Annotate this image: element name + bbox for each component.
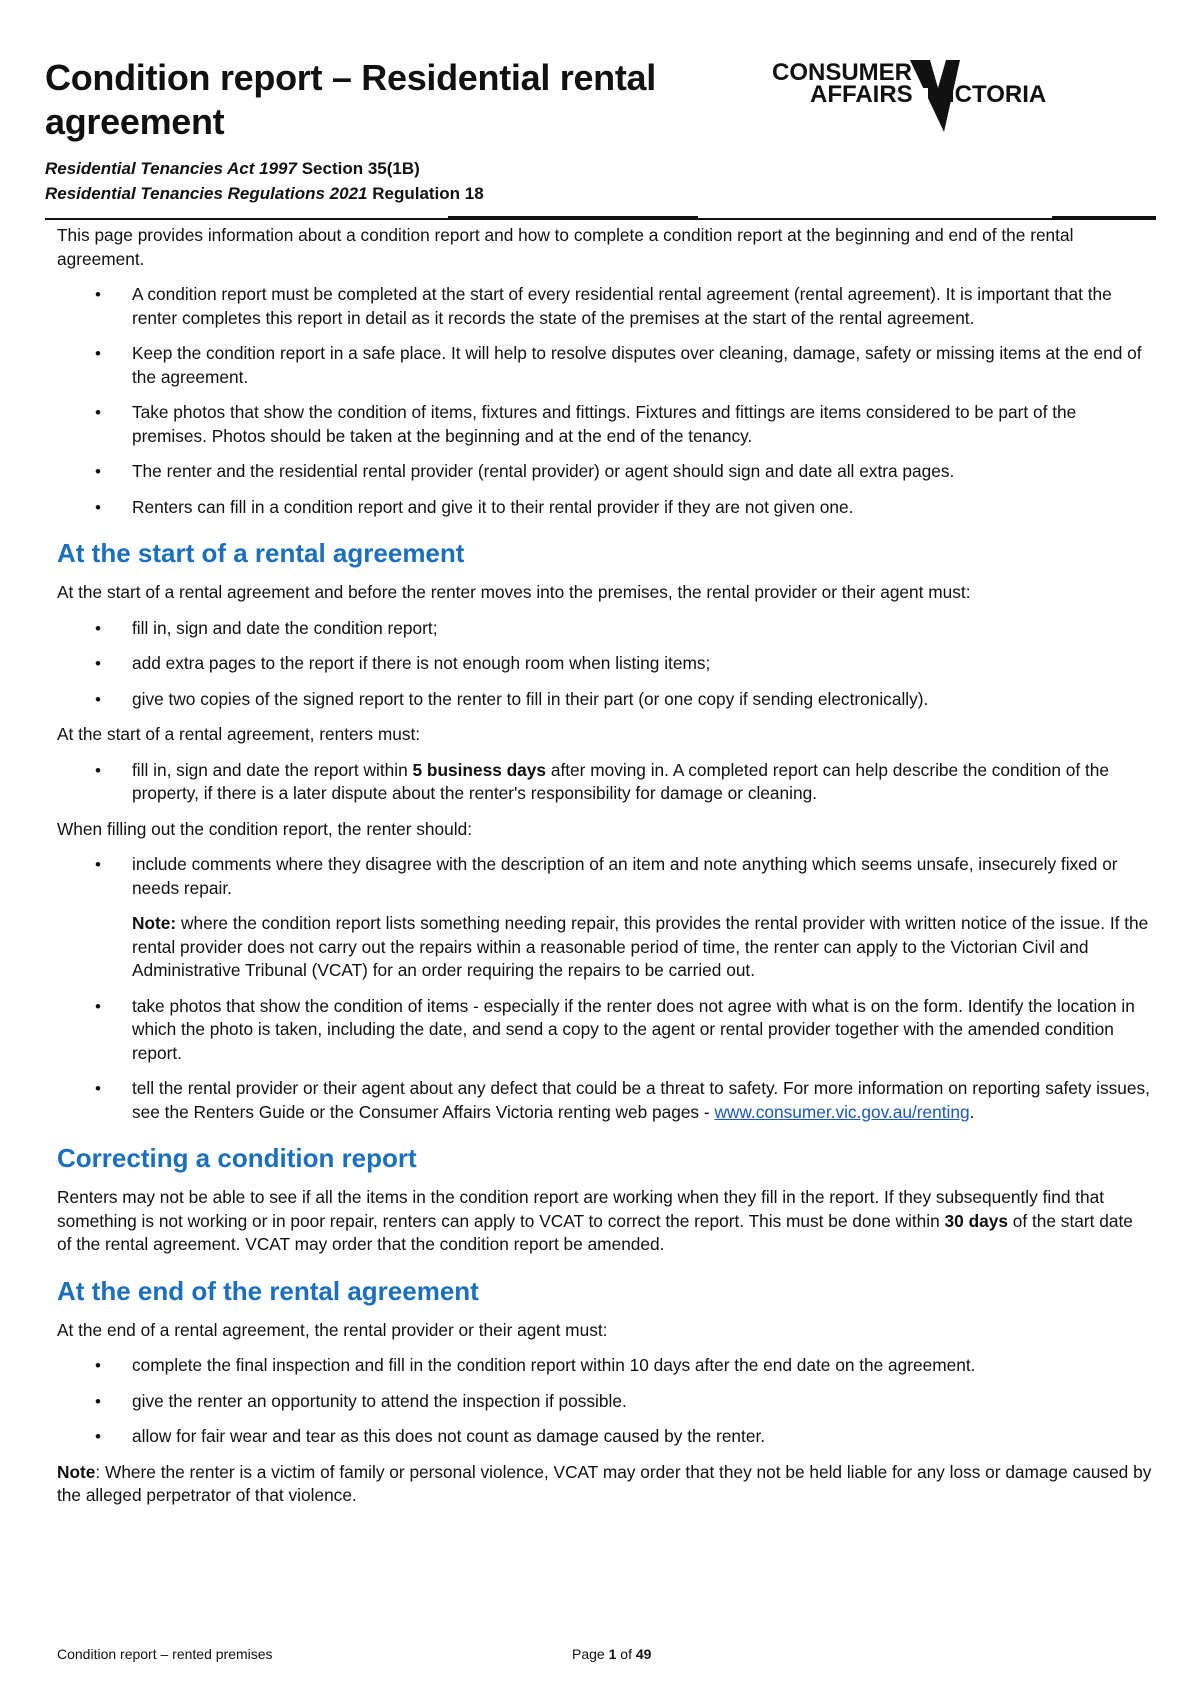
section-heading-correcting: Correcting a condition report [57,1143,417,1173]
bullet-icon: • [95,689,101,709]
list-item-text: include comments where they disagree with the description of an item and note anything which seems unsafe, insecurely fixed or needs repair. [132,854,1118,898]
regulations-name: Residential Tenancies Regulations 2021 [45,184,368,203]
bullet-icon: • [95,760,101,780]
section-heading-start: At the start of a rental agreement [57,538,465,568]
bullet-icon: • [95,497,101,517]
deadline-emphasis: 5 business days [412,759,547,780]
list-item [57,1077,1152,1124]
end-bullet-list [57,1354,1152,1449]
renting-web-link[interactable]: www.consumer.vic.gov.au/renting [714,1101,970,1122]
bullet-icon: • [95,618,101,638]
note-label: Note: [132,913,177,933]
list-item [57,460,1152,484]
header-divider-accent [448,216,698,220]
section-heading-end: At the end of the rental agreement [57,1275,479,1306]
bullet-icon: • [95,285,101,304]
intro-paragraph: This page provides information about a condition report and how to complete a condition report at the beginning and end of the rental agreement. [57,225,1074,269]
list-item [57,652,1152,676]
renter-bullet-list [57,759,1152,806]
deadline-emphasis: 30 days [944,1210,1008,1231]
note-label: Note [57,1461,96,1482]
logo-text-victoria: VICTORIA [932,81,1047,108]
list-item [57,1425,1152,1449]
list-item [57,496,1152,520]
intro-bullet-list [57,283,1152,519]
legislation-references [45,156,484,206]
list-item-text: tell the rental provider or their agent about any defect that could be a threat to safety. For more information on reporting safety issues, see the Renters Guide or the Consumer Affairs Victoria renting web pages - [132,1078,1150,1122]
bullet-icon: • [95,1427,101,1446]
correcting-paragraph [57,1186,1152,1257]
renter-intro: At the start of a rental agreement, renters must: [57,724,421,744]
act-name: Residential Tenancies Act 1997 [45,159,297,178]
bullet-icon: • [95,344,101,363]
bullet-icon: • [95,1356,101,1375]
bullet-icon: • [95,1391,101,1411]
bullet-icon: • [95,855,101,874]
list-item [57,853,1152,983]
list-item-text: take photos that show the condition of items - especially if the renter does not agree with what is on the form. Identify the location in which the photo is taken, including the date, and send a copy to the agent or rental provider together with the amended condition report. [132,995,1135,1063]
regulations-section: Regulation 18 [367,184,484,203]
list-item [57,1354,1152,1378]
list-item-text: give the renter an opportunity to attend the inspection if possible. [132,1390,627,1411]
page-label: Page [572,1646,609,1662]
list-item-text: Take photos that show the condition of items, fixtures and fittings. Fixtures and fittings are items considered to be part of the premises. Photos should be taken at the beginning and at the end of the tenancy. [132,402,1077,446]
main-content [57,224,1152,1520]
bullet-icon: • [95,996,101,1016]
list-item [57,759,1152,806]
should-bullet-list [57,853,1152,1124]
list-item [57,617,1152,641]
note-text: where the condition report lists something needing repair, this provides the rental provider with written notice of the issue. If the rental provider does not carry out the repairs within a reasonable period of time, the renter can apply to the Victorian Civil and Administrative Tribunal (VCAT) for an order requiring the repairs to be carried out. [132,913,1149,980]
current-page: 1 [608,1646,617,1662]
page-title: Condition report – Residential rental agreement [45,57,656,142]
paragraph-text: of the start date of the rental agreement. VCAT may order that the condition report be amended. [57,1210,1133,1254]
paragraph-text: Renters may not be able to see if all the items in the condition report are working when they fill in the report. If they subsequently find that something is not working or in poor repair, renters can apply to VCAT to correct the report. This must be done within [57,1187,1105,1231]
list-item [57,1390,1152,1414]
bullet-icon: • [95,462,101,481]
list-item-text: allow for fair wear and tear as this does not count as damage caused by the renter. [132,1426,766,1446]
list-item-text: A condition report must be completed at the start of every residential rental agreement (rental agreement). It is important that the renter completes this report in detail as it records the state of the premises at the start of the rental agreement. [132,284,1112,328]
total-pages: 49 [635,1646,652,1662]
logo-text-affairs: AFFAIRS [810,81,913,108]
act-section: Section 35(1B) [296,159,420,178]
list-item-text: after moving in. A completed report can help describe the condition of the property, if there is a later dispute about the renter's responsibility for damage or cleaning. [132,759,1109,803]
should-intro: When filling out the condition report, the renter should: [57,818,472,839]
list-item-text: add extra pages to the report if there is not enough room when listing items; [132,653,711,673]
violence-note [57,1461,1152,1508]
note-text: : Where the renter is a victim of family or personal violence, VCAT may order that they not be held liable for any loss or damage caused by the alleged perpetrator of that violence. [57,1461,1152,1505]
list-item [57,688,1152,712]
bullet-icon: • [95,403,101,422]
consumer-affairs-victoria-logo [770,58,1070,144]
repair-note [132,912,1152,983]
footer-page-number [572,1646,651,1662]
link-suffix: . [969,1101,975,1122]
list-item-text: fill in, sign and date the report within [132,759,413,780]
header-divider-accent [1052,216,1156,220]
provider-bullet-list [57,617,1152,712]
list-item-text: The renter and the residential rental provider (rental provider) or agent should sign and date all extra pages. [132,461,955,481]
list-item [57,283,1152,330]
list-item-text: fill in, sign and date the condition report; [132,617,438,638]
footer-document-name: Condition report – rented premises [57,1646,273,1662]
logo-text-consumer: CONSUMER [772,59,913,86]
list-item-text: give two copies of the signed report to the renter to fill in their part (or one copy if sending electronically). [132,688,929,709]
list-item-text: Keep the condition report in a safe place. It will help to resolve disputes over cleaning, damage, safety or missing items at the end of the agreement. [132,343,1142,387]
provider-intro: At the start of a rental agreement and before the renter moves into the premises, the rental provider or their agent must: [57,582,971,602]
bullet-icon: • [95,1079,101,1098]
page-of: of [616,1646,636,1662]
list-item [57,401,1152,448]
act-reference [45,156,484,181]
end-intro: At the end of a rental agreement, the rental provider or their agent must: [57,1319,608,1340]
list-item [57,342,1152,389]
list-item-text: complete the final inspection and fill in the condition report within 10 days after the end date on the agreement. [132,1355,976,1375]
list-item-text: Renters can fill in a condition report and give it to their rental provider if they are not given one. [132,496,854,517]
list-item [57,995,1152,1066]
bullet-icon: • [95,654,101,673]
regulations-reference [45,181,484,206]
